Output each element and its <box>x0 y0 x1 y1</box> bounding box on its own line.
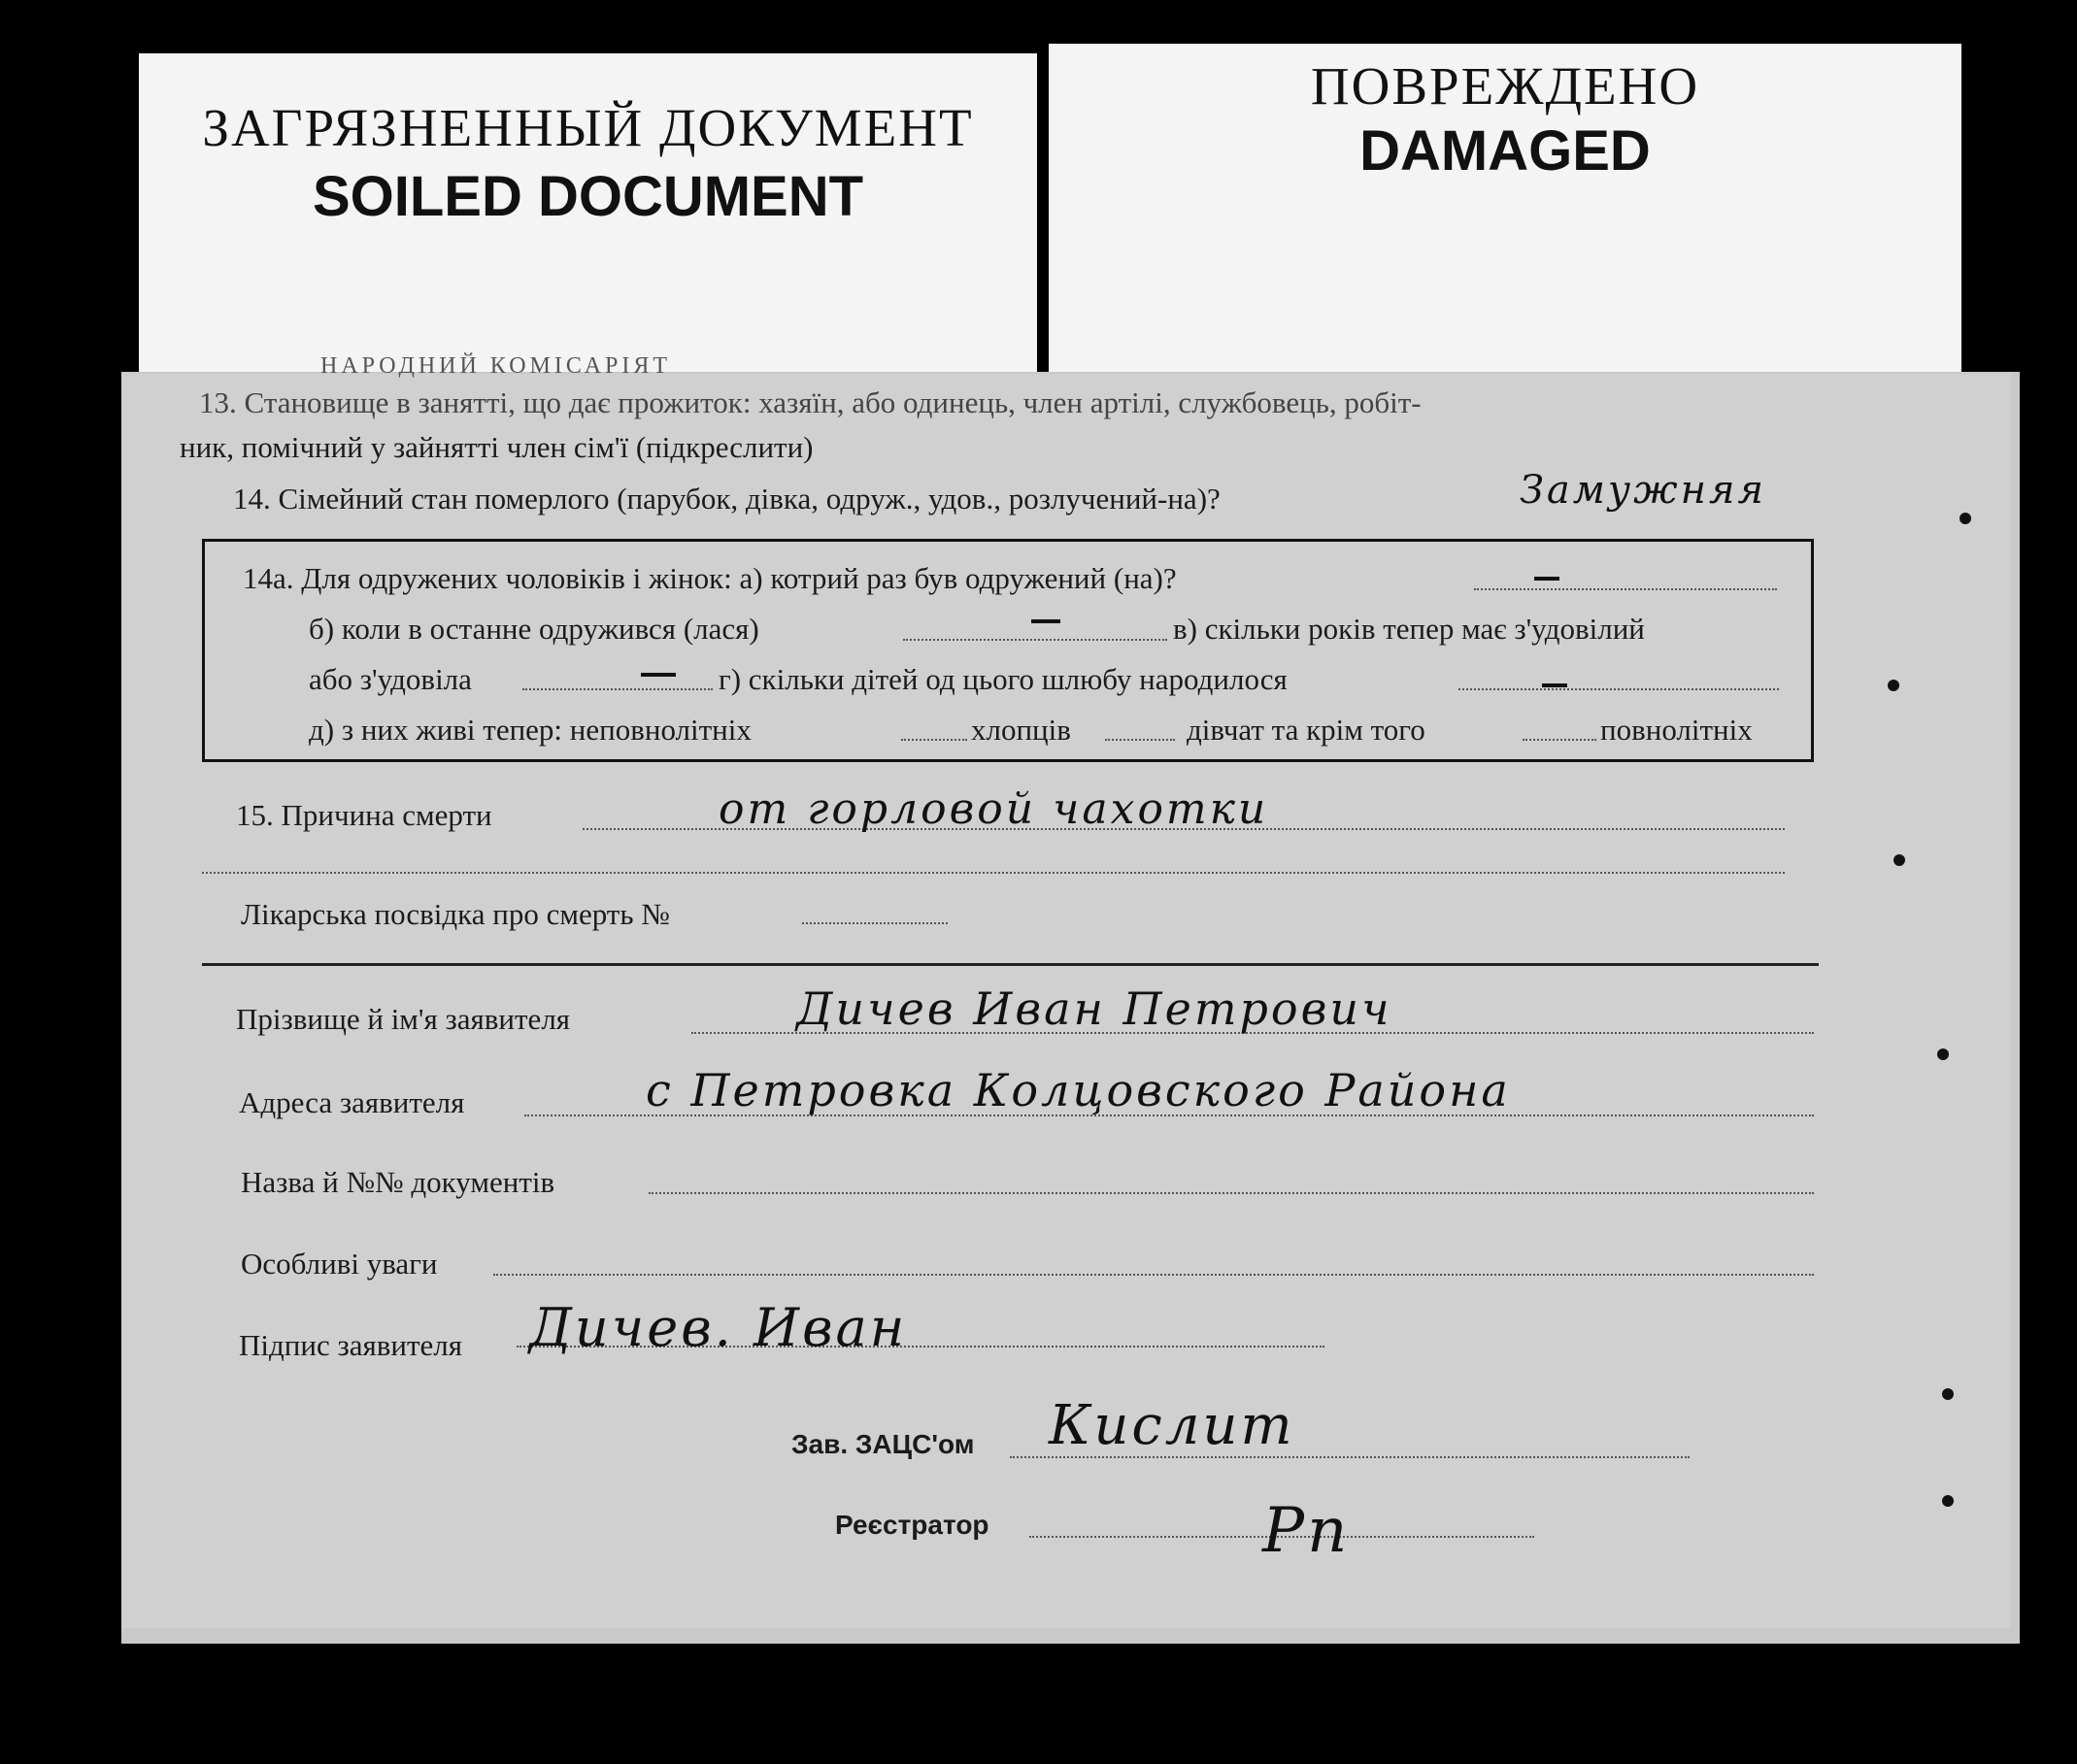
applicant-name-label: Прізвище й ім'я заявителя <box>236 1002 571 1036</box>
damage-mark <box>1960 513 1971 524</box>
cause-of-death-handwriting: от горловой чахотки <box>719 784 1269 834</box>
medical-certificate-label: Лікарська посвідка про смерть № <box>241 897 670 931</box>
dotted-line <box>522 688 713 690</box>
applicant-signature: Дичев. Иван <box>529 1297 908 1358</box>
documents-label: Назва й №№ документів <box>241 1165 555 1199</box>
damage-mark <box>1942 1388 1954 1400</box>
dotted-line <box>1458 688 1779 690</box>
line-14a-4d: повнолітніх <box>1600 713 1753 747</box>
damage-mark <box>1888 680 1899 691</box>
dash-mark <box>1534 577 1559 581</box>
registrar-signature: Рп <box>1262 1495 1351 1567</box>
line-14: 14. Сімейний стан померлого (парубок, дівка, одруж., удов., розлучений-на)? <box>233 482 1221 516</box>
section-divider <box>202 963 1819 966</box>
soiled-label-en: SOILED DOCUMENT <box>312 165 864 228</box>
dash-mark <box>1031 619 1060 623</box>
dotted-line <box>1523 739 1596 741</box>
signature-label: Підпис заявителя <box>239 1328 462 1362</box>
dash-mark <box>1542 683 1567 687</box>
damaged-label-ru: ПОВРЕЖДЕНО <box>1310 56 1700 116</box>
dotted-line <box>802 922 948 924</box>
notes-label: Особливі уваги <box>241 1247 438 1281</box>
dotted-line <box>901 739 967 741</box>
line-14a-1: 14а. Для одружених чоловіків і жінок: а) котрий раз був одружений (на)? <box>243 561 1177 595</box>
applicant-address-handwriting: с Петровка Колцовского Района <box>646 1064 1511 1116</box>
damage-mark <box>1893 854 1905 866</box>
line-13-b: ник, помічний у зайнятті член сім'ї (підкреслити) <box>180 430 814 464</box>
soiled-document-label <box>139 53 1037 374</box>
line-14a-3b: г) скільки дітей од цього шлюбу народилося <box>719 662 1288 696</box>
damage-mark <box>1942 1495 1954 1507</box>
damaged-label <box>1049 44 1961 374</box>
line-14a-2a: б) коли в останне одружився (лася) <box>309 612 759 646</box>
header-partial: НАРОДНИЙ КОМІСАРІЯТ <box>320 353 672 379</box>
soiled-label-ru: ЗАГРЯЗНЕННЫЙ ДОКУМЕНТ <box>202 98 974 157</box>
applicant-name-handwriting: Дичев Иван Петрович <box>796 982 1392 1035</box>
dotted-line <box>493 1274 1814 1276</box>
line-15: 15. Причина смерти <box>236 798 492 832</box>
family-status-handwriting: Замужняя <box>1520 468 1766 513</box>
line-14a-3a: або з'удовіла <box>309 662 472 696</box>
dotted-line <box>649 1192 1814 1194</box>
registrar-label: Реєстратор <box>835 1510 989 1540</box>
dotted-line <box>1105 739 1175 741</box>
damaged-label-en: DAMAGED <box>1359 119 1651 183</box>
damage-mark <box>1937 1048 1949 1060</box>
dotted-line <box>903 639 1167 641</box>
dash-mark <box>641 673 676 677</box>
line-14a-4c: дівчат та крім того <box>1187 713 1425 747</box>
dotted-line <box>1474 588 1777 590</box>
line-14a-4a: д) з них живі тепер: неповнолітніх <box>309 713 752 747</box>
line-14a-4b: хлопців <box>971 713 1071 747</box>
line-14a-2b: в) скільки років тепер має з'удовілий <box>1173 612 1645 646</box>
head-label: Зав. ЗАЦС'ом <box>791 1429 975 1459</box>
line-13-a: 13. Становище в занятті, що дає прожиток: хазяїн, або одинець, член артілі, службовець, робіт- <box>199 385 1422 419</box>
head-signature: Кислит <box>1049 1394 1295 1457</box>
applicant-address-label: Адреса заявителя <box>239 1085 465 1119</box>
dotted-line <box>202 872 1785 874</box>
